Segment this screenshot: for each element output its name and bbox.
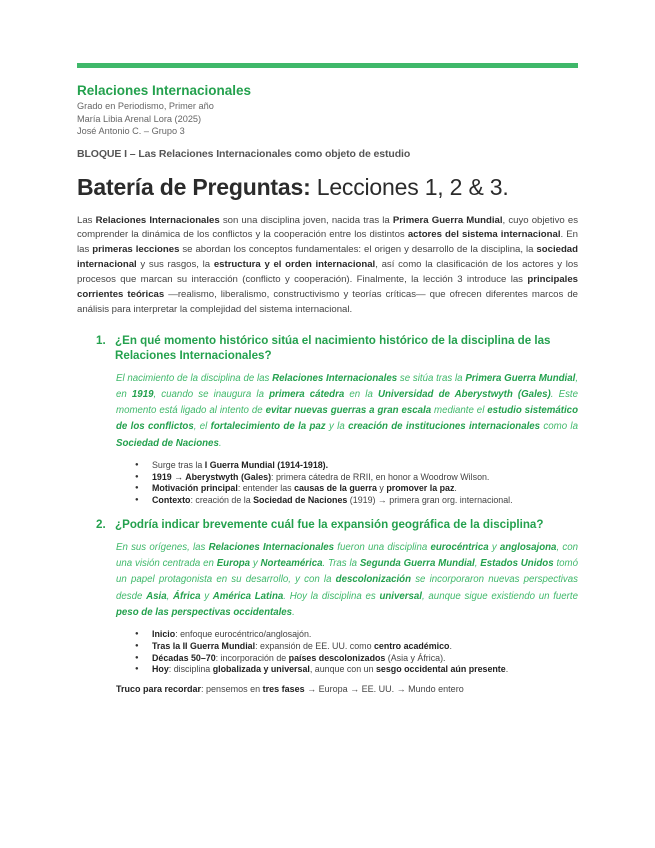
answer-1 bbox=[116, 371, 578, 452]
answer-1-bullets bbox=[135, 460, 578, 507]
emphasis-text: Relaciones Internacionales bbox=[95, 214, 220, 226]
document-page bbox=[77, 82, 578, 694]
block-heading: BLOQUE I – Las Relaciones Internacionales como objeto de estudio bbox=[77, 147, 411, 160]
emphasis-text: Relaciones Internacionales bbox=[208, 542, 335, 554]
text-run: tomó un papel protagonista en su desarrollo, y con la bbox=[116, 558, 578, 586]
text-run: : entender las bbox=[237, 483, 295, 494]
emphasis-text: Europa bbox=[216, 558, 251, 570]
question-2-number: 2. bbox=[96, 518, 106, 532]
text-run: . Hoy la disciplina es bbox=[283, 590, 380, 602]
question-1-text: ¿En qué momento histórico sitúa el nacimiento histórico de la disciplina de las Relaciones Internacionales? bbox=[115, 333, 551, 362]
text-run: : enfoque eurocéntrico/anglosajón. bbox=[175, 629, 312, 640]
text-run: y bbox=[250, 558, 261, 570]
text-run: fueron una disciplina bbox=[334, 542, 431, 554]
emphasis-text: peso de las perspectivas occidentales bbox=[116, 606, 293, 618]
course-title: Relaciones Internacionales bbox=[77, 83, 252, 98]
text-run: . bbox=[218, 437, 222, 449]
question-1 bbox=[77, 333, 578, 363]
text-run: Surge tras la bbox=[152, 459, 205, 470]
text-run: , aunque con un bbox=[309, 664, 376, 675]
degree-line: Grado en Periodismo, Primer año bbox=[77, 101, 214, 111]
text-run: se abordan los conceptos fundamentales: el origen y desarrollo de la disciplina, la bbox=[179, 244, 537, 256]
text-run: , así como la clasificación de los actores y los procesos que marcan su interacción (conflicto y cooperación). Finalmente, la lección 3 introduce las bbox=[77, 259, 579, 286]
text-run: : incorporación de bbox=[215, 652, 289, 663]
list-item bbox=[135, 495, 578, 507]
emphasis-text: Motivación principal bbox=[152, 483, 238, 494]
text-run: Las bbox=[77, 214, 96, 226]
text-run: se sitúa tras la bbox=[397, 372, 466, 384]
emphasis-text: evitar nuevas guerras a gran escala bbox=[265, 405, 432, 417]
list-item bbox=[135, 472, 578, 484]
text-run: En sus orígenes, las bbox=[116, 542, 209, 554]
emphasis-text: Estados Unidos bbox=[480, 558, 554, 570]
memory-tip bbox=[116, 684, 578, 694]
emphasis-text: Primera Guerra Mundial bbox=[392, 214, 503, 226]
author-line: María Libia Arenal Lora (2025) bbox=[77, 113, 202, 124]
text-run: . bbox=[449, 640, 452, 651]
emphasis-text: 1919 bbox=[131, 389, 154, 401]
emphasis-text: Tras la II Guerra Mundial bbox=[152, 640, 256, 651]
emphasis-text: Asia bbox=[146, 590, 167, 602]
text-run: . bbox=[454, 483, 457, 494]
emphasis-text: Décadas 50–70 bbox=[152, 652, 216, 663]
emphasis-text: eurocéntrica bbox=[430, 542, 489, 554]
text-run: , el bbox=[193, 421, 211, 433]
text-run: , con una visión centrada en bbox=[116, 542, 578, 570]
text-run: y bbox=[200, 590, 213, 602]
text-run: como la bbox=[540, 421, 578, 433]
text-run: . En las bbox=[77, 229, 578, 256]
intro-paragraph bbox=[77, 214, 578, 318]
text-run: : primera cátedra de RRII, en honor a Woodrow Wilson. bbox=[271, 471, 490, 482]
emphasis-text: Sociedad de Naciones bbox=[116, 437, 219, 449]
emphasis-text: causas de la guerra bbox=[294, 483, 377, 494]
list-item bbox=[135, 629, 578, 641]
text-run: , cuando se inaugura la bbox=[153, 389, 270, 401]
emphasis-text: globalizada y universal bbox=[212, 664, 310, 675]
text-run: y bbox=[488, 542, 500, 554]
text-run: son una disciplina joven, nacida tras la bbox=[219, 214, 393, 226]
text-run: , aunque sigue existiendo un fuerte bbox=[422, 590, 578, 602]
emphasis-text: primera cátedra bbox=[269, 389, 345, 401]
text-run: y bbox=[376, 483, 387, 494]
emphasis-text: sociedad internacional bbox=[77, 244, 578, 271]
text-run: mediante el bbox=[431, 405, 488, 417]
emphasis-text: I Guerra Mundial (1914-1918). bbox=[204, 459, 329, 470]
answer-2 bbox=[116, 540, 578, 621]
emphasis-text: universal bbox=[379, 590, 422, 602]
emphasis-text: Inicio bbox=[152, 629, 176, 640]
text-run: . Este momento está ligado al intento de bbox=[116, 389, 578, 417]
text-run: El nacimiento de la disciplina de las bbox=[116, 372, 273, 384]
emphasis-text: 1919 → Aberystwyth (Gales) bbox=[152, 471, 272, 482]
emphasis-text: Relaciones Internacionales bbox=[272, 372, 398, 384]
emphasis-text: Truco para recordar bbox=[116, 684, 202, 695]
title-rest: Lecciones 1, 2 & 3. bbox=[310, 173, 509, 200]
emphasis-text: principales corrientes teóricas bbox=[77, 274, 578, 301]
text-run: . bbox=[505, 664, 509, 675]
emphasis-text: Contexto bbox=[152, 495, 191, 506]
text-run: : expansión de EE. UU. como bbox=[255, 640, 374, 651]
emphasis-text: Universidad de Aberystwyth (Gales) bbox=[377, 389, 551, 401]
emphasis-text: África bbox=[173, 590, 201, 602]
text-run: se incorporaron nuevas perspectivas desde bbox=[116, 574, 578, 602]
page-title bbox=[77, 172, 578, 202]
text-run: —realismo, liberalismo, constructivismo y teorías críticas— que ofrecen diferentes marcos de análisis para interpretar la complejidad del sistema internacional. bbox=[77, 289, 578, 315]
emphasis-text: primeras lecciones bbox=[92, 244, 180, 256]
question-1-number: 1. bbox=[96, 333, 106, 347]
text-run: : pensemos en bbox=[201, 684, 263, 695]
text-run: , bbox=[474, 558, 481, 570]
text-run: , en bbox=[116, 372, 579, 401]
question-2 bbox=[77, 517, 578, 532]
text-run: (Asia y África). bbox=[385, 652, 446, 663]
question-2-text: ¿Podría indicar brevemente cuál fue la expansión geográfica de la disciplina? bbox=[115, 518, 544, 532]
emphasis-text: Hoy bbox=[152, 664, 169, 675]
list-item bbox=[135, 641, 578, 653]
list-item bbox=[135, 483, 578, 495]
emphasis-text: promover la paz bbox=[386, 483, 455, 494]
list-item bbox=[135, 460, 578, 472]
emphasis-text: sesgo occidental aún presente bbox=[375, 664, 506, 675]
emphasis-text: fortalecimiento de la paz bbox=[210, 421, 326, 433]
title-bold: Batería de Preguntas: bbox=[77, 173, 311, 200]
emphasis-text: tres fases bbox=[262, 684, 305, 695]
emphasis-text: Sociedad de Naciones bbox=[253, 495, 348, 506]
text-run: : creación de la bbox=[190, 495, 254, 506]
emphasis-text: estudio sistemático de los conflictos bbox=[116, 405, 578, 433]
answer-2-bullets bbox=[135, 629, 578, 676]
text-run: en la bbox=[344, 389, 378, 401]
emphasis-text: estructura y el orden internacional bbox=[213, 259, 376, 271]
text-run: . Tras la bbox=[322, 558, 360, 570]
emphasis-text: Segunda Guerra Mundial bbox=[359, 558, 475, 570]
emphasis-text: descolonización bbox=[335, 574, 412, 586]
list-item bbox=[135, 664, 578, 676]
text-run: (1919) → primera gran org. internacional. bbox=[347, 495, 513, 506]
text-run: : disciplina bbox=[168, 664, 213, 675]
text-run: y sus rasgos, la bbox=[136, 259, 214, 271]
emphasis-text: centro académico bbox=[373, 640, 450, 651]
text-run: y la bbox=[325, 421, 349, 433]
text-run: . bbox=[292, 606, 295, 618]
emphasis-text: anglosajona bbox=[499, 542, 557, 554]
emphasis-text: actores del sistema internacional bbox=[407, 229, 561, 241]
emphasis-text: América Latina bbox=[212, 590, 284, 602]
emphasis-text: creación de instituciones internacionales bbox=[348, 421, 541, 433]
text-run: , bbox=[166, 590, 174, 602]
emphasis-text: Norteamérica bbox=[260, 558, 323, 570]
group-line: José Antonio C. – Grupo 3 bbox=[77, 126, 185, 136]
emphasis-text: países descolonizados bbox=[288, 652, 386, 663]
emphasis-text: Primera Guerra Mundial bbox=[465, 372, 576, 384]
text-run: → Europa → EE. UU. → Mundo entero bbox=[304, 684, 464, 695]
header-accent-bar bbox=[77, 63, 578, 68]
text-run: , cuyo objetivo es comprender la dinámica de los conflictos y la cooperación entre los distintos bbox=[77, 214, 579, 241]
list-item bbox=[135, 653, 578, 665]
